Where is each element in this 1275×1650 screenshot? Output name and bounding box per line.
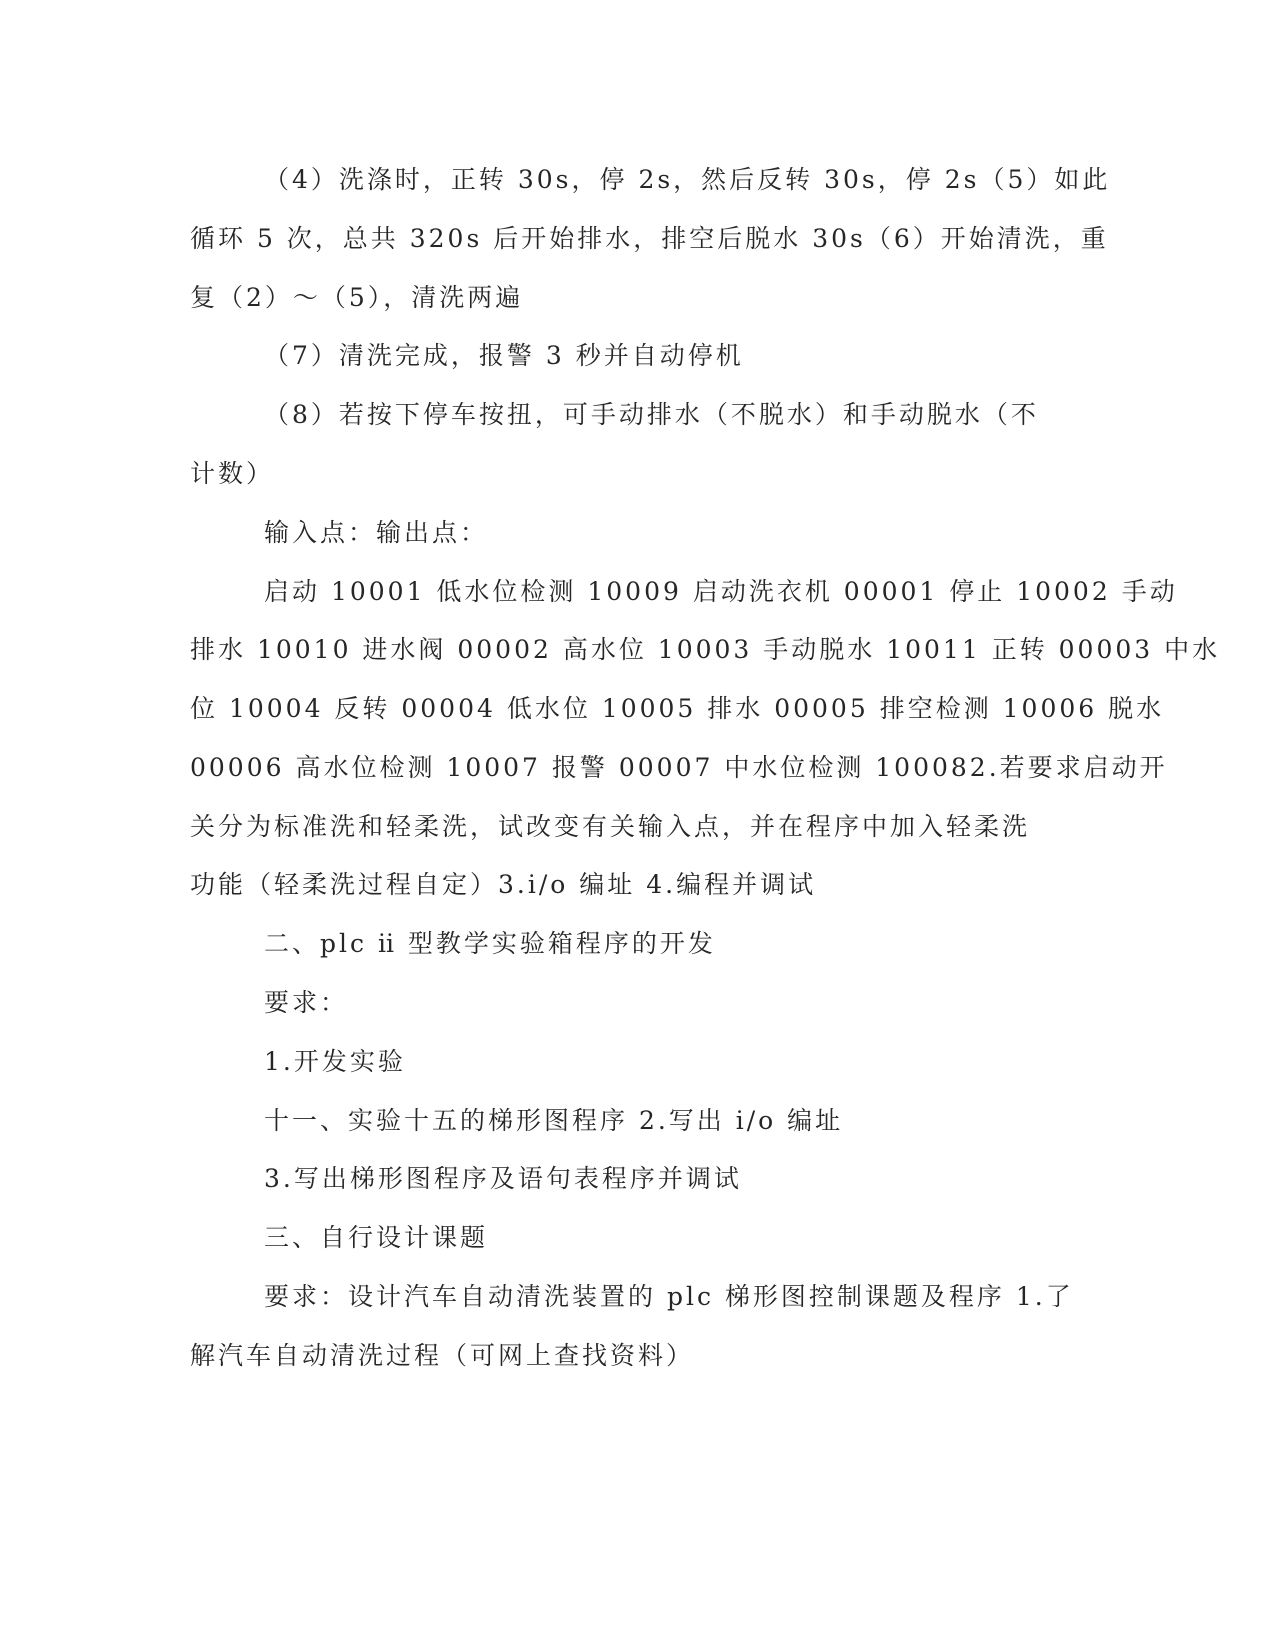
paragraph-line: 十一、实验十五的梯形图程序 2.写出 i/o 编址 bbox=[264, 1106, 844, 1135]
paragraph-line: 3.写出梯形图程序及语句表程序并调试 bbox=[264, 1164, 742, 1193]
paragraph-line: 要求： bbox=[264, 988, 349, 1017]
paragraph-line: 位 10004 反转 00004 低水位 10005 排水 00005 排空检测 10006 脱水 bbox=[190, 694, 1165, 723]
section-heading: 二、plc ⅱ 型教学实验箱程序的开发 bbox=[264, 929, 716, 958]
paragraph-line: （4）洗涤时，正转 30s，停 2s，然后反转 30s，停 2s（5）如此 bbox=[264, 165, 1111, 194]
paragraph-line: 输入点：输出点： bbox=[264, 518, 489, 547]
paragraph-line: 功能（轻柔洗过程自定）3.i/o 编址 4.编程并调试 bbox=[190, 870, 817, 899]
paragraph-line: 1.开发实验 bbox=[264, 1047, 406, 1076]
paragraph-line: 解汽车自动清洗过程（可网上查找资料） bbox=[190, 1341, 695, 1370]
paragraph-line: 00006 高水位检测 10007 报警 00007 中水位检测 100082.若要求启动开 bbox=[190, 753, 1168, 782]
paragraph-line: 要求：设计汽车自动清洗装置的 plc 梯形图控制课题及程序 1.了 bbox=[264, 1282, 1074, 1311]
paragraph-line: 排水 10010 进水阀 00002 高水位 10003 手动脱水 10011 正转 00003 中水 bbox=[190, 635, 1221, 664]
paragraph-line: 循环 5 次，总共 320s 后开始排水，排空后脱水 30s（6）开始清洗，重 bbox=[190, 224, 1109, 253]
paragraph-line: 启动 10001 低水位检测 10009 启动洗衣机 00001 停止 10002 手动 bbox=[264, 577, 1178, 606]
paragraph-line: 复（2）～（5），清洗两遍 bbox=[190, 283, 524, 312]
paragraph-line: （7）清洗完成，报警 3 秒并自动停机 bbox=[264, 341, 744, 370]
section-heading: 三、自行设计课题 bbox=[264, 1223, 489, 1252]
paragraph-line: （8）若按下停车按扭，可手动排水（不脱水）和手动脱水（不 bbox=[264, 400, 1039, 429]
document-page bbox=[190, 0, 1221, 1650]
paragraph-line: 计数） bbox=[190, 459, 275, 488]
paragraph-line: 关分为标准洗和轻柔洗，试改变有关输入点，并在程序中加入轻柔洗 bbox=[190, 812, 1031, 841]
